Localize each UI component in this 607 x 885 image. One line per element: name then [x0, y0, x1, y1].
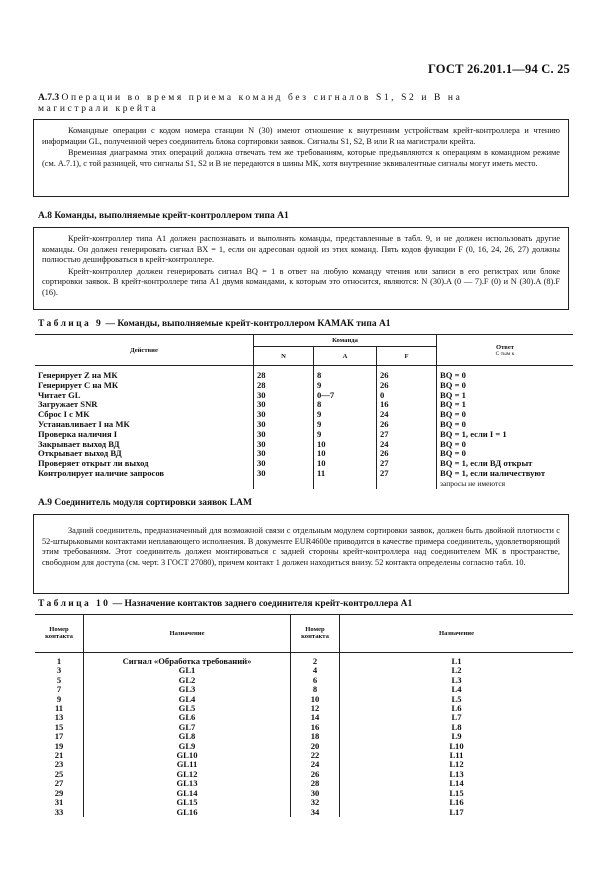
table9-head-command: Команда — [254, 335, 437, 347]
table-cell: 21 — [35, 751, 84, 760]
table-cell: Сигнал «Обработка требований» — [84, 653, 291, 667]
table-cell: 1 — [35, 653, 84, 667]
table-cell: GL2 — [84, 676, 291, 685]
table-cell: L17 — [449, 806, 464, 817]
table10-caption: Таблица 10 — Назначение контактов заднего соединителя крейт-контроллера А1 — [38, 599, 413, 609]
table-cell: 9 — [314, 420, 377, 430]
table-cell: BQ = 0 — [440, 418, 466, 429]
table-cell: L10 — [449, 740, 464, 751]
table-cell: BQ = 1, если I = 1 — [440, 428, 507, 439]
table-cell: Читает GL — [35, 391, 254, 401]
table-cell: L13 — [449, 768, 464, 779]
table10-head-num-left: Номер контакта — [35, 614, 84, 653]
table-cell: L15 — [449, 787, 464, 798]
table-cell: BQ = 0 — [440, 409, 466, 420]
table-cell: GL9 — [84, 742, 291, 751]
table-cell: 14 — [291, 713, 340, 722]
table-cell: GL15 — [84, 798, 291, 807]
table-cell: 26 — [377, 449, 437, 459]
table-cell: 22 — [291, 751, 340, 760]
paragraph: Крейт-контроллер типа А1 должен распознавать и выполнять команды, представленные в табл. 9, и не должен использовать другие команды. Он должен генерировать сигнал BX = 1, если он адресован одной из этих команд. Пять кодов функции F (0, 16, 24, 26, 27) должны полностью дешифроваться в крейт-контроллере. — [42, 234, 560, 265]
table-cell: 4 — [291, 666, 340, 675]
table-cell: 18 — [291, 732, 340, 741]
table-cell: 9 — [314, 430, 377, 440]
table-cell: Загружает SNR — [35, 400, 254, 410]
paragraph: Крейт-контроллер должен генерировать сигнал BQ = 1 в ответ на любую команду чтения или записи в его регистрах или блоке сортировки заявок. В крейт-контроллере типа А1 двумя командами, к которым это относится, являются: N (30).A (0 — 7).F (0) и N (30).A (8).F (16). — [42, 266, 560, 297]
table-cell: GL11 — [84, 760, 291, 769]
table-cell: 11 — [35, 704, 84, 713]
table-cell: 5 — [35, 676, 84, 685]
table10-head-purpose-right: Назначение — [340, 614, 574, 653]
table-cell: 31 — [35, 798, 84, 807]
table-cell: 30 — [254, 459, 314, 469]
table-cell: 30 — [254, 400, 314, 410]
table-row — [35, 469, 573, 479]
table-cell: 7 — [35, 685, 84, 694]
table-cell: 8 — [291, 685, 340, 694]
table-row — [35, 770, 573, 779]
table-row — [35, 381, 573, 391]
table-cell: BQ = 1, если наличествуют — [440, 467, 546, 478]
table10-head-purpose-left: Назначение — [84, 614, 291, 653]
table-row — [35, 653, 573, 667]
table-cell: 33 — [35, 808, 84, 817]
table-row — [35, 742, 573, 751]
section-a73-title — [38, 93, 462, 103]
table-cell: L5 — [451, 693, 462, 704]
section-a9-title: А.9 Соединитель модуля сортировки заявок LAM — [38, 498, 252, 508]
table-cell: GL10 — [84, 751, 291, 760]
table-cell: L9 — [451, 731, 462, 742]
table-cell: 24 — [291, 760, 340, 769]
table9-head-f: F — [377, 347, 437, 366]
table-cell: 27 — [377, 469, 437, 479]
table-row — [35, 779, 573, 788]
table9-head-n: N — [254, 347, 314, 366]
table9-head-a: A — [314, 347, 377, 366]
table-cell: GL3 — [84, 685, 291, 694]
table-cell: GL1 — [84, 666, 291, 675]
table-cell: L1 — [451, 656, 462, 666]
table-cell: Генерирует C на МК — [35, 381, 254, 391]
table-cell: Контролирует наличие запросов — [35, 469, 254, 479]
table-cell: 28 — [254, 366, 314, 381]
table-cell: BQ = 0 — [440, 379, 466, 390]
table-cell: Проверка наличия I — [35, 430, 254, 440]
table-cell: 2 — [291, 653, 340, 667]
table-cell: 17 — [35, 732, 84, 741]
table-cell: L11 — [449, 750, 464, 761]
table-cell: L4 — [451, 684, 462, 695]
table-cell: BQ = 0 — [440, 438, 466, 449]
page-header: ГОСТ 26.201.1—94 С. 25 — [427, 62, 570, 76]
table-cell: запросы не имеются — [440, 478, 506, 488]
table-cell: Генерирует Z на МК — [35, 366, 254, 381]
paragraph: Командные операции с кодом номера станции N (30) имеют отношение к внутренним устройствам крейт-контроллера и чтению информации GL, полученной через соединитель блока сортировки заявок. Сигналы S1, S2, B или R на магистрали крейта. — [42, 126, 560, 146]
table-row — [35, 751, 573, 760]
section-a73-title-line2: магистрали крейта — [38, 104, 159, 114]
table-cell: GL6 — [84, 713, 291, 722]
table-cell: 27 — [377, 430, 437, 440]
section-a8-title: А.8 Команды, выполняемые крейт-контроллером типа А1 — [38, 211, 289, 221]
table-cell: 9 — [314, 410, 377, 420]
table-cell: 0 — [377, 391, 437, 401]
table-cell: 13 — [35, 713, 84, 722]
table-cell: L8 — [451, 721, 462, 732]
table-cell: BQ = 1, если ВД открыт — [440, 458, 533, 469]
table-cell: L3 — [451, 674, 462, 685]
table-row — [35, 695, 573, 704]
section-a73-num: А.7.3 — [38, 93, 60, 103]
table-cell: GL13 — [84, 779, 291, 788]
table-cell: 30 — [254, 420, 314, 430]
table-cell: 16 — [377, 400, 437, 410]
table-cell: 30 — [254, 430, 314, 440]
table-row — [35, 400, 573, 410]
table-cell: 26 — [377, 381, 437, 391]
section-a8-box — [33, 227, 569, 310]
section-a73-box — [33, 119, 569, 197]
table-cell: 26 — [377, 366, 437, 381]
table-row — [35, 704, 573, 713]
table-cell: BQ = 1 — [440, 399, 466, 410]
table-cell: 24 — [377, 440, 437, 450]
table9-head-answer: Ответ С тым к — [437, 335, 574, 366]
table-row — [35, 760, 573, 769]
table-cell: GL8 — [84, 732, 291, 741]
table-cell: GL7 — [84, 723, 291, 732]
table-cell: BQ = 0 — [440, 448, 466, 459]
table-cell: 8 — [314, 400, 377, 410]
table-cell: Устанавливает I на МК — [35, 420, 254, 430]
table-cell: L16 — [449, 797, 464, 808]
table-cell: 30 — [254, 469, 314, 479]
table-cell: 25 — [35, 770, 84, 779]
table-cell: 9 — [35, 695, 84, 704]
table-cell: L7 — [451, 712, 462, 723]
table-cell: 20 — [291, 742, 340, 751]
table-row — [35, 713, 573, 722]
table-cell: 10 — [314, 440, 377, 450]
table-cell: L12 — [449, 759, 464, 770]
table-cell: 24 — [377, 410, 437, 420]
table-cell: 30 — [254, 449, 314, 459]
table-cell: 16 — [291, 723, 340, 732]
table-cell: 10 — [291, 695, 340, 704]
section-a73-title-text: Операции во время приема команд без сигналов S1, S2 и B на — [61, 93, 463, 103]
table-cell: 10 — [314, 459, 377, 469]
table9 — [35, 335, 573, 489]
table-cell: 30 — [291, 789, 340, 798]
table-cell: 6 — [291, 676, 340, 685]
table-row — [35, 479, 573, 489]
table-cell: 30 — [254, 391, 314, 401]
table-row — [35, 366, 573, 381]
table-cell: 32 — [291, 798, 340, 807]
table9-caption: Таблица 9 — Команды, выполняемые крейт-контроллером КАМАК типа А1 — [38, 319, 391, 329]
table-cell: 9 — [314, 381, 377, 391]
table-cell: GL12 — [84, 770, 291, 779]
table-row — [35, 798, 573, 807]
table-cell: 8 — [314, 366, 377, 381]
table-cell: Проверяет открыт ли выход — [35, 459, 254, 469]
table-cell: 15 — [35, 723, 84, 732]
table-cell: 3 — [35, 666, 84, 675]
table-cell: 27 — [35, 779, 84, 788]
table-cell: 29 — [35, 789, 84, 798]
table-cell: 26 — [291, 770, 340, 779]
table-cell: GL4 — [84, 695, 291, 704]
table-row — [35, 808, 573, 817]
table-cell: GL16 — [84, 808, 291, 817]
table-row — [35, 666, 573, 675]
table-cell: 26 — [377, 420, 437, 430]
table-row — [35, 685, 573, 694]
table-cell: GL14 — [84, 789, 291, 798]
table-cell: L14 — [449, 778, 464, 789]
table-cell: Открывает выход ВД — [35, 449, 254, 459]
section-a9-box — [33, 514, 569, 594]
table-cell: Закрывает выход ВД — [35, 440, 254, 450]
paragraph: Задний соединитель, предназначенный для возможной связи с отдельным модулем сортировки заявок, должен быть двойной плотности с 52-штырьковыми контактами неплавающего исполнения. В документе EUR4600e приводится в качестве примера соединитель, удовлетворяющий этим требованиям. Этот соединитель должен монтироваться с задней стороны крейт-контроллера над соединителем МК в пространстве, свободном для доступа (см. черт. 3 ГОСТ 27080), причем контакт 1 должен находиться внизу. 52 контакта определены согласно табл. 10. — [42, 526, 560, 567]
table-cell: 10 — [314, 449, 377, 459]
table-cell: Сброс I с МК — [35, 410, 254, 420]
table-cell: 11 — [314, 469, 377, 479]
paragraph: Временная диаграмма этих операций должна отвечать тем же требованиям, которые предъявляются к операциям в командном режиме (см. А.7.1), с той разницей, что сигналы S1, S2 и B не передаются в шины МК, хотя внутренние эквивалентные сигналы могут иметь место. — [42, 148, 560, 168]
table-cell: 28 — [291, 779, 340, 788]
table-cell: GL5 — [84, 704, 291, 713]
table-row — [35, 391, 573, 401]
table-cell: L2 — [451, 665, 462, 676]
table-cell: 30 — [254, 440, 314, 450]
table-row — [35, 789, 573, 798]
table-cell: 12 — [291, 704, 340, 713]
table-row — [35, 676, 573, 685]
table-cell: L6 — [451, 703, 462, 714]
table-cell: 19 — [35, 742, 84, 751]
table-cell: BQ = 0 — [440, 370, 466, 380]
table10 — [35, 614, 573, 817]
table-cell: 30 — [254, 410, 314, 420]
table-row — [35, 732, 573, 741]
table-cell: BQ = 1 — [440, 389, 466, 400]
table10-head-num-right: Номер контакта — [291, 614, 340, 653]
table-cell: 0—7 — [314, 391, 377, 401]
table-cell: 28 — [254, 381, 314, 391]
table-row — [35, 723, 573, 732]
table9-head-action: Действие — [35, 335, 254, 366]
table-cell: 34 — [291, 808, 340, 817]
table-cell: 27 — [377, 459, 437, 469]
table-cell: 23 — [35, 760, 84, 769]
